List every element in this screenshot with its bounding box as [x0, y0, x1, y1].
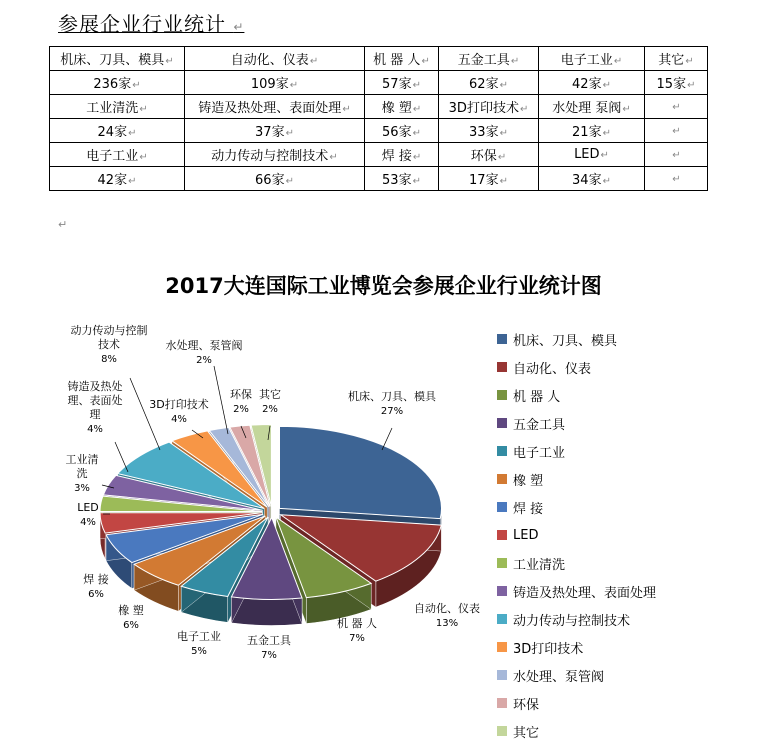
pie-slice-percent: 6%: [88, 589, 104, 600]
table-cell-text: 工业清洗: [86, 101, 139, 116]
table-cell-text: 57家: [382, 77, 412, 92]
legend-swatch: [497, 670, 507, 680]
table-cell: 42家↵: [539, 71, 645, 95]
legend-label: 动力传动与控制技术: [513, 613, 631, 629]
legend-swatch: [497, 474, 507, 484]
table-cell-text: 62家: [469, 77, 499, 92]
table-row: [50, 119, 708, 143]
table-cell: ↵: [645, 143, 708, 167]
legend-item: [497, 605, 656, 633]
table-cell-text: 42家: [572, 77, 602, 92]
legend-swatch: [497, 530, 507, 540]
legend-item: [497, 549, 656, 577]
legend-item: [497, 521, 656, 549]
table-row: [50, 71, 708, 95]
table-cell: ↵: [645, 167, 708, 191]
pie-slice-percent: 3%: [74, 483, 90, 494]
legend-item: [497, 437, 656, 465]
pie-slice-label: 水处理、泵管阀 2%: [165, 339, 243, 366]
table-cell: 机床、刀具、模具↵: [50, 47, 185, 71]
legend-swatch: [497, 614, 507, 624]
table-cell: ↵: [645, 119, 708, 143]
table-cell-text: 五金工具: [457, 53, 510, 68]
legend-label: 自动化、仪表: [513, 361, 592, 377]
table-cell-text: 33家: [469, 125, 499, 140]
pie-slice-percent: 2%: [196, 355, 212, 366]
table-cell-text: 56家: [382, 125, 412, 140]
table-cell-text: 水处理 泵阀: [552, 101, 622, 116]
pie-slice-percent: 4%: [80, 517, 96, 528]
leader-line: [214, 366, 228, 434]
legend-label: 工业清洗: [513, 557, 566, 573]
table-cell: LED↵: [539, 143, 645, 167]
pie-slice-label: 铸造及热处理、表面处理 4%: [67, 380, 123, 435]
pie-slice-label: 机 器 人 7%: [337, 617, 377, 644]
pie-slice-label: 动力传动与控制技术 8%: [70, 324, 148, 365]
pie-slice-percent: 4%: [171, 414, 187, 425]
paragraph-mark: ↵: [58, 218, 68, 231]
legend-label: 机 器 人: [513, 389, 561, 405]
legend-item: [497, 381, 656, 409]
table-cell-text: 其它: [658, 53, 685, 68]
table-cell: 环保↵: [439, 143, 539, 167]
pie-slice-percent: 13%: [435, 618, 459, 629]
table-cell-text: 环保: [470, 149, 497, 164]
legend-label: 其它: [513, 725, 540, 741]
legend-item: [497, 689, 656, 717]
pie-slice-percent: 2%: [262, 404, 278, 415]
pie-slice-percent: 7%: [261, 650, 277, 661]
legend-label: 铸造及热处理、表面处理: [513, 585, 657, 601]
pie-slice-percent: 7%: [349, 633, 365, 644]
table-cell: 57家↵: [365, 71, 439, 95]
legend-swatch: [497, 558, 507, 568]
legend-label: 焊 接: [513, 501, 544, 517]
table-cell-text: 橡 塑: [381, 101, 412, 116]
table-cell-text: 焊 接: [381, 149, 412, 164]
table-cell-text: 109家: [250, 77, 289, 92]
table-cell: 34家↵: [539, 167, 645, 191]
table-cell-text: 66家: [255, 173, 285, 188]
document-title: 参展企业行业统计 ↵: [58, 12, 245, 36]
table-cell-text: 15家: [656, 77, 687, 92]
table-cell-text: 53家: [382, 173, 412, 188]
legend-swatch: [497, 726, 507, 736]
table-cell: 236家↵: [50, 71, 185, 95]
legend-swatch: [497, 418, 507, 428]
table-cell-text: 铸造及热处理、表面处理: [198, 101, 342, 116]
legend-label: 五金工具: [513, 417, 566, 433]
table-cell: 56家↵: [365, 119, 439, 143]
table-cell: 37家↵: [185, 119, 365, 143]
legend-label: 环保: [513, 697, 540, 713]
pie-slice-percent: 8%: [101, 354, 117, 365]
table-cell-text: 21家: [572, 125, 602, 140]
table-cell: 42家↵: [50, 167, 185, 191]
chart-title: 2017大连国际工业博览会参展企业行业统计图: [165, 274, 602, 298]
table-cell: 其它↵: [645, 47, 708, 71]
table-row: [50, 143, 708, 167]
table-cell-text: 17家: [469, 173, 499, 188]
table-cell: 15家↵: [645, 71, 708, 95]
table-cell-text: 3D打印技术: [448, 101, 519, 116]
pie-slice-label: LED 4%: [77, 501, 99, 528]
table-cell-text: 37家: [255, 125, 285, 140]
table-row: [50, 167, 708, 191]
leader-line: [130, 378, 160, 450]
legend-item: [497, 717, 656, 745]
pie-slice-percent: 5%: [191, 646, 207, 657]
chart-legend: [497, 325, 656, 745]
table-cell: 自动化、仪表↵: [185, 47, 365, 71]
pie-slice-percent: 27%: [380, 406, 404, 417]
legend-swatch: [497, 446, 507, 456]
legend-swatch: [497, 362, 507, 372]
legend-label: 机床、刀具、模具: [513, 333, 618, 349]
table-cell: 66家↵: [185, 167, 365, 191]
table-cell: 水处理 泵阀↵: [539, 95, 645, 119]
pie-slice-label: 机床、刀具、模具 27%: [348, 390, 436, 417]
legend-swatch: [497, 586, 507, 596]
pie-slice-label: 电子工业 5%: [177, 630, 221, 657]
pie-slice-label: 工业清洗 3%: [65, 453, 99, 494]
table-cell: 电子工业↵: [50, 143, 185, 167]
table-cell: ↵: [645, 95, 708, 119]
table-cell: 铸造及热处理、表面处理↵: [185, 95, 365, 119]
table-cell-text: 34家: [572, 173, 602, 188]
legend-label: 橡 塑: [513, 473, 544, 489]
legend-swatch: [497, 698, 507, 708]
table-cell: 53家↵: [365, 167, 439, 191]
pie-slice-label: 焊 接 6%: [83, 573, 109, 600]
table-cell: 动力传动与控制技术↵: [185, 143, 365, 167]
pie-slice-label: 五金工具 7%: [247, 634, 291, 661]
table-cell: 21家↵: [539, 119, 645, 143]
table-cell-text: 42家: [97, 173, 128, 188]
pie-slice-percent: 6%: [123, 620, 139, 631]
legend-item: [497, 633, 656, 661]
legend-item: [497, 577, 656, 605]
table-cell-text: 24家: [97, 125, 128, 140]
industry-stats-table: [49, 46, 708, 191]
legend-label: 3D打印技术: [513, 641, 584, 657]
table-cell: 109家↵: [185, 71, 365, 95]
legend-swatch: [497, 502, 507, 512]
table-row: [50, 47, 708, 71]
legend-label: 电子工业: [513, 445, 566, 461]
table-cell-text: 机 器 人: [373, 53, 421, 68]
pie-slice-percent: 4%: [87, 424, 103, 435]
legend-item: [497, 465, 656, 493]
pie-slice-label: 自动化、仪表 13%: [414, 602, 480, 629]
legend-item: [497, 353, 656, 381]
leader-line: [115, 442, 128, 472]
table-cell-text: 236家: [93, 77, 132, 92]
legend-swatch: [497, 334, 507, 344]
table-cell: 24家↵: [50, 119, 185, 143]
legend-label: 水处理、泵管阀: [513, 669, 605, 685]
table-cell: 33家↵: [439, 119, 539, 143]
legend-item: [497, 325, 656, 353]
table-cell: 五金工具↵: [439, 47, 539, 71]
table-cell: 焊 接↵: [365, 143, 439, 167]
table-cell: 橡 塑↵: [365, 95, 439, 119]
table-cell: 17家↵: [439, 167, 539, 191]
pie-slice-percent: 2%: [233, 404, 249, 415]
table-cell-text: 自动化、仪表: [230, 53, 309, 68]
table-cell: 机 器 人↵: [365, 47, 439, 71]
table-cell: 62家↵: [439, 71, 539, 95]
legend-swatch: [497, 390, 507, 400]
table-cell: 工业清洗↵: [50, 95, 185, 119]
legend-item: [497, 493, 656, 521]
table-row: [50, 95, 708, 119]
pie-slice-label: 环保 2%: [230, 388, 252, 415]
table-cell: 电子工业↵: [539, 47, 645, 71]
legend-item: [497, 409, 656, 437]
table-cell-text: 机床、刀具、模具: [60, 53, 165, 68]
legend-item: [497, 661, 656, 689]
table-cell-text: 动力传动与控制技术: [211, 149, 329, 164]
legend-label: LED: [513, 527, 539, 543]
pie-slice-label: 3D打印技术 4%: [149, 398, 209, 425]
table-cell-text: LED: [574, 147, 600, 162]
pie-slice: [280, 426, 442, 518]
table-cell: 3D打印技术↵: [439, 95, 539, 119]
pie-slice-label: 橡 塑 6%: [118, 604, 144, 631]
table-cell-text: 电子工业: [560, 53, 613, 68]
pie-slice-label: 其它 2%: [259, 388, 281, 415]
table-cell-text: 电子工业: [86, 149, 139, 164]
legend-swatch: [497, 642, 507, 652]
